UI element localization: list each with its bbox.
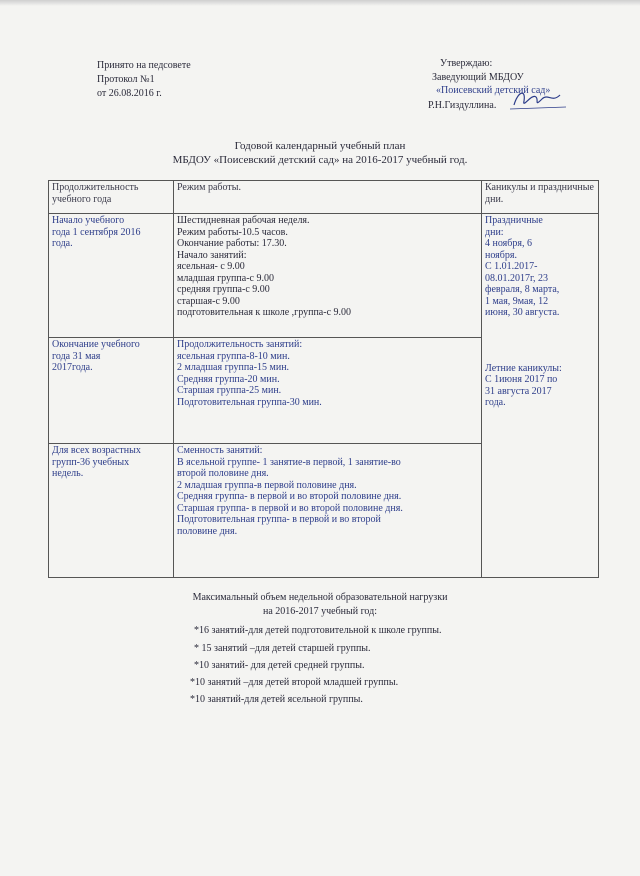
weeks-count: Для всех возрастных групп-36 учебных недель. (49, 444, 174, 578)
list-item: * 15 занятий –для детей старшей группы. (194, 643, 371, 654)
summer-holidays: Летние каникулы: С 1июня 2017 по 31 августа 2017 года. (485, 362, 562, 408)
plan-subtitle: МБДОУ «Поисевский детский сад» на 2016-2017 учебный год. (172, 154, 468, 166)
head-position: Заведующий МБДОУ (432, 72, 524, 83)
protocol-date: от 26.08.2016 г. (97, 88, 162, 99)
load-heading: Максимальный объем недельной образовательной нагрузки (192, 592, 448, 603)
list-item: *10 занятий –для детей второй младшей группы. (190, 677, 399, 688)
kindergarten-name: «Поисевский детский сад» (436, 85, 551, 96)
council-accepted: Принято на педсовете (97, 60, 191, 71)
list-item: *10 занятий-для детей ясельной группы. (190, 694, 363, 705)
table-row (49, 214, 599, 338)
header-holidays: Каникулы и праздничные дни. (482, 181, 599, 214)
list-item: *10 занятий- для детей средней группы. (194, 660, 365, 671)
signature-image (508, 87, 568, 113)
holidays-cell (482, 214, 599, 578)
plan-title: Годовой календарный учебный план (234, 140, 406, 152)
table-header-row (49, 181, 599, 214)
work-schedule: Шестидневная рабочая неделя. Режим работы-10.5 часов. Окончание работы: 17.30. Начало занятий: ясельная- с 9.00 младшая группа-с 9.00 средняя группа-с 9.00 старшая-с 9.00 подготовительная к школе ,группа-с 9.00 (174, 214, 482, 338)
head-name: Р.Н.Гиздуллина. (428, 100, 497, 111)
approve-label: Утверждаю: (440, 58, 493, 69)
school-year-end: Окончание учебного года 31 мая 2017года. (49, 338, 174, 444)
scan-edge (0, 0, 640, 6)
lesson-shifts: Сменность занятий: В ясельной группе- 1 занятие-в первой, 1 занятие-во второй половине дня. 2 младшая группа-в первой половине дня. Средняя группа- в первой и во второй половине дня. Старшая группа- в первой и во второй половине дня. Подготовительная группа- в первой и во второй половине дня. (174, 444, 482, 578)
lesson-duration: Продолжительность занятий: ясельная группа-8-10 мин. 2 младшая группа-15 мин. Средняя группа-20 мин. Старшая группа-25 мин. Подготовительная группа-30 мин. (174, 338, 482, 444)
list-item: *16 занятий-для детей подготовительной к школе группы. (194, 625, 442, 636)
header-schedule: Режим работы. (174, 181, 482, 214)
school-year-start: Начало учебного года 1 сентября 2016 года. (49, 214, 174, 338)
protocol-number: Протокол №1 (97, 74, 155, 85)
load-subheading: на 2016-2017 учебный год: (262, 606, 378, 617)
header-duration: Продолжительность учебного года (49, 181, 174, 214)
public-holidays: Праздничные дни: 4 ноября, 6 ноября. С 1.01.2017- 08.01.2017г, 23 февраля, 8 марта, 1 мая, 9мая, 12 июня, 30 августа. (485, 215, 560, 318)
calendar-plan-table (48, 180, 599, 578)
